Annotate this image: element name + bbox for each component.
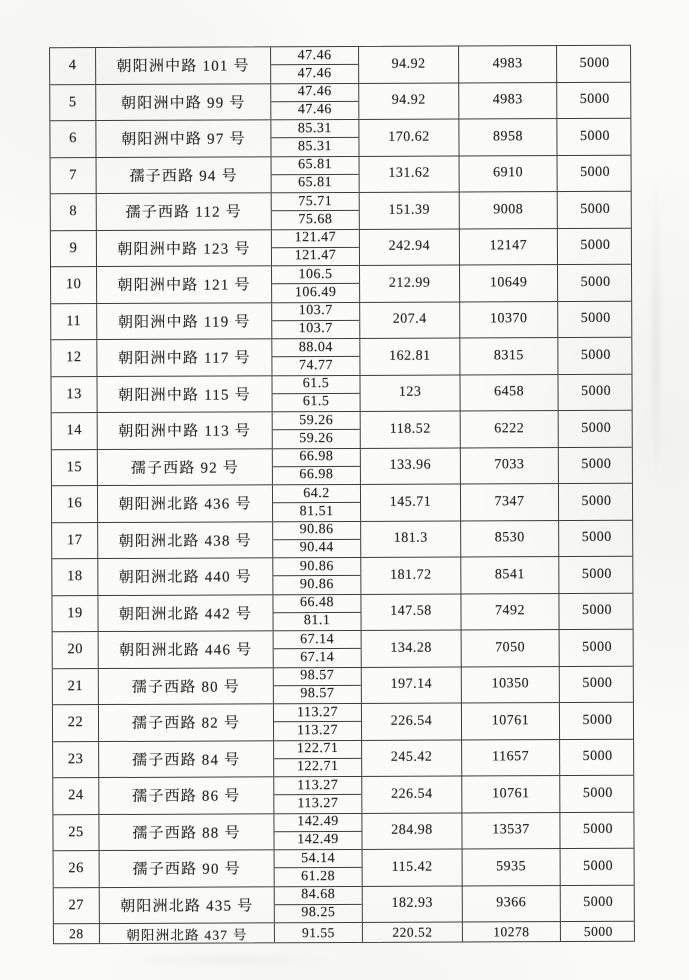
standard-amount-cell: 5000 — [580, 165, 611, 181]
area-total-cell: 207.4 — [360, 302, 460, 338]
row-number-cell: 24 — [53, 778, 99, 814]
scan-smudge — [80, 950, 380, 970]
row-number-cell: 9 — [51, 231, 97, 267]
address-cell: 孺子西路 112 号 — [97, 193, 272, 229]
area-pair-cell — [272, 193, 360, 229]
row-number-cell: 15 — [52, 450, 98, 486]
area-total-cell: 151.39 — [360, 192, 460, 228]
table-row — [51, 338, 631, 377]
standard-amount-cell: 5000 — [582, 822, 613, 838]
area-pair-cell — [275, 923, 363, 942]
amount-cell: 10649 — [460, 265, 558, 301]
area-pair-cell — [271, 83, 359, 119]
amount-cell: 10370 — [460, 302, 558, 338]
table-row — [53, 739, 633, 778]
row-number-cell: 25 — [53, 815, 99, 851]
table-row — [51, 228, 631, 267]
row-number-cell: 23 — [53, 742, 99, 778]
standard-amount-cell: 5000 — [581, 384, 612, 400]
standard-amount-cell: 5000 — [582, 676, 613, 692]
table-row — [51, 155, 631, 194]
area-total-cell: 226.54 — [362, 703, 462, 739]
amount-cell: 8958 — [459, 119, 557, 155]
standard-amount-cell: 5000 — [580, 274, 611, 290]
area-value-bottom: 81.1 — [303, 613, 331, 629]
area-value-bottom: 103.7 — [298, 321, 333, 337]
address-cell: 朝阳洲中路 113 号 — [98, 412, 273, 448]
address-cell: 朝阳洲中路 119 号 — [97, 303, 272, 339]
area-value-bottom: 47.46 — [297, 65, 332, 82]
address-cell: 朝阳洲中路 123 号 — [97, 230, 272, 266]
amount-cell: 13537 — [462, 813, 560, 849]
area-value-bottom: 65.81 — [298, 175, 333, 191]
standard-amount-cell: 5000 — [580, 201, 611, 217]
address-cell: 孺子西路 80 号 — [99, 668, 274, 704]
table-row — [51, 301, 631, 340]
table-row — [51, 192, 631, 231]
standard-amount-cell: 5000 — [582, 639, 613, 655]
area-pair-cell — [272, 156, 360, 192]
standard-amount-cell: 5000 — [582, 785, 613, 801]
area-value-top: 65.81 — [272, 156, 359, 175]
amount-cell: 10278 — [463, 922, 561, 941]
area-value-top: 75.71 — [272, 193, 359, 212]
area-pair-cell — [274, 667, 362, 703]
row-number-cell: 18 — [52, 559, 98, 595]
area-value-top: 90.86 — [273, 521, 360, 540]
area-value-top: 47.46 — [271, 47, 358, 66]
area-total-cell: 245.42 — [362, 740, 462, 776]
table-row — [50, 82, 630, 121]
area-value-bottom: 59.26 — [299, 430, 334, 447]
area-value-bottom: 113.27 — [296, 722, 339, 739]
standard-amount-cell: 5000 — [581, 420, 612, 436]
area-value-bottom: 90.86 — [299, 576, 334, 593]
standard-amount-cell: 5000 — [579, 55, 610, 71]
area-value-top: 66.48 — [273, 594, 360, 613]
row-number-cell: 16 — [52, 486, 98, 522]
area-total-cell: 133.96 — [361, 448, 461, 484]
area-total-cell: 162.81 — [360, 338, 460, 374]
standard-amount-cell: 5000 — [579, 128, 610, 144]
area-pair-cell — [273, 448, 361, 484]
standard-amount-cell: 5000 — [580, 238, 611, 254]
area-total-cell: 170.62 — [359, 119, 459, 155]
standard-amount-cell: 5000 — [583, 923, 613, 939]
table-row — [53, 666, 633, 705]
row-number-cell: 28 — [54, 924, 100, 943]
area-pair-cell — [274, 704, 362, 740]
amount-cell: 6458 — [460, 375, 558, 411]
table-row — [53, 630, 633, 669]
address-cell: 朝阳洲北路 437 号 — [100, 923, 275, 943]
area-total-cell: 115.42 — [363, 849, 463, 885]
area-pair-cell — [272, 266, 360, 302]
area-value-top: 67.14 — [274, 631, 361, 650]
area-pair-cell — [272, 339, 360, 375]
address-cell: 朝阳洲北路 436 号 — [98, 485, 273, 521]
area-value-bottom: 47.46 — [297, 102, 332, 118]
address-cell: 孺子西路 86 号 — [99, 777, 274, 813]
standard-amount-cell: 5000 — [581, 530, 612, 546]
standard-amount-cell: 5000 — [581, 603, 613, 619]
area-value-top: 91.55 — [301, 924, 335, 940]
table-row — [52, 484, 632, 523]
address-cell: 朝阳洲北路 440 号 — [98, 558, 273, 594]
row-number-cell: 10 — [51, 267, 97, 303]
area-total-cell: 284.98 — [362, 813, 462, 849]
amount-cell: 9366 — [463, 886, 561, 922]
amount-cell: 11657 — [462, 740, 560, 776]
table-row — [52, 411, 632, 450]
area-value-bottom: 106.49 — [294, 284, 337, 301]
area-value-bottom: 74.77 — [298, 357, 333, 374]
area-value-bottom: 113.27 — [297, 795, 339, 812]
address-cell: 孺子西路 92 号 — [98, 449, 273, 485]
area-value-bottom: 75.68 — [298, 211, 333, 228]
amount-cell: 12147 — [460, 229, 558, 265]
table-row — [53, 812, 633, 851]
area-value-bottom: 85.31 — [297, 138, 333, 155]
area-value-top: 64.2 — [273, 485, 360, 504]
table-row — [52, 557, 632, 596]
row-number-cell: 8 — [51, 194, 97, 230]
area-total-cell: 147.58 — [361, 594, 461, 630]
area-value-top: 121.47 — [272, 229, 359, 248]
address-cell: 朝阳洲中路 121 号 — [97, 266, 272, 302]
area-pair-cell — [272, 229, 360, 265]
row-number-cell: 4 — [50, 48, 96, 84]
row-number-cell: 17 — [52, 523, 98, 559]
scan-smudge — [648, 120, 664, 540]
address-cell: 朝阳洲北路 446 号 — [99, 631, 274, 667]
area-total-cell: 212.99 — [360, 265, 460, 301]
area-value-bottom: 98.25 — [301, 905, 336, 921]
area-value-bottom: 90.44 — [299, 540, 334, 556]
area-total-cell: 220.52 — [363, 922, 463, 941]
table-row — [54, 849, 634, 888]
row-number-cell: 6 — [50, 121, 96, 157]
amount-cell: 4983 — [459, 46, 557, 82]
address-cell: 孺子西路 88 号 — [99, 814, 274, 850]
address-cell: 朝阳洲中路 115 号 — [97, 376, 272, 412]
address-cell: 孺子西路 84 号 — [99, 741, 274, 777]
row-number-cell: 20 — [53, 632, 99, 668]
table-row — [50, 46, 630, 85]
amount-cell: 7050 — [462, 630, 560, 666]
area-value-top: 47.46 — [271, 83, 358, 102]
area-total-cell: 181.72 — [361, 557, 461, 593]
area-total-cell: 94.92 — [359, 83, 459, 119]
address-cell: 孺子西路 94 号 — [97, 157, 272, 193]
amount-cell: 7492 — [461, 594, 559, 630]
table-row — [51, 374, 631, 413]
row-number-cell: 12 — [51, 340, 97, 376]
table-row — [50, 119, 630, 158]
area-pair-cell — [273, 521, 361, 557]
amount-cell: 5935 — [463, 849, 561, 885]
row-number-cell: 5 — [50, 85, 96, 121]
table-row — [53, 776, 633, 815]
address-cell: 朝阳洲中路 97 号 — [96, 120, 271, 156]
area-value-top: 88.04 — [272, 339, 359, 358]
area-total-cell: 134.28 — [362, 630, 462, 666]
area-pair-cell — [275, 886, 363, 922]
area-value-top: 106.5 — [272, 266, 359, 285]
standard-amount-cell: 5000 — [582, 749, 613, 765]
area-value-top: 66.98 — [273, 448, 360, 467]
standard-amount-cell: 5000 — [581, 566, 612, 582]
area-pair-cell — [273, 594, 361, 630]
area-value-bottom: 142.49 — [297, 832, 339, 848]
amount-cell: 7033 — [461, 448, 559, 484]
area-total-cell: 182.93 — [363, 886, 463, 922]
area-value-top: 54.14 — [275, 850, 362, 869]
amount-cell: 6222 — [461, 411, 559, 447]
standard-amount-cell: 5000 — [579, 92, 610, 108]
area-value-top: 90.86 — [273, 558, 360, 577]
area-pair-cell — [275, 850, 363, 886]
table-row — [51, 265, 631, 304]
area-total-cell: 94.92 — [359, 46, 459, 82]
table-row — [53, 703, 633, 742]
area-total-cell: 181.3 — [361, 521, 461, 557]
area-value-bottom: 122.71 — [296, 759, 339, 775]
area-pair-cell — [273, 412, 361, 448]
table-row — [52, 447, 632, 486]
area-value-top: 113.27 — [274, 704, 361, 723]
row-number-cell: 11 — [51, 304, 97, 340]
data-table — [49, 45, 635, 945]
area-value-bottom: 67.14 — [300, 649, 335, 666]
area-value-bottom: 66.98 — [299, 467, 334, 483]
area-total-cell: 123 — [360, 375, 460, 411]
area-value-top: 103.7 — [272, 302, 359, 321]
amount-cell: 8315 — [460, 338, 558, 374]
address-cell: 孺子西路 82 号 — [99, 704, 274, 740]
row-number-cell: 26 — [54, 851, 100, 887]
row-number-cell: 13 — [51, 377, 97, 413]
standard-amount-cell: 5000 — [583, 858, 614, 874]
amount-cell: 7347 — [461, 484, 559, 520]
address-cell: 朝阳洲中路 101 号 — [96, 47, 271, 83]
area-value-bottom: 81.51 — [299, 503, 334, 520]
row-number-cell: 7 — [51, 158, 97, 194]
area-value-top: 84.68 — [275, 886, 362, 905]
standard-amount-cell: 5000 — [580, 311, 611, 327]
area-pair-cell — [272, 375, 360, 411]
address-cell: 孺子西路 90 号 — [100, 850, 275, 886]
row-number-cell: 14 — [52, 413, 98, 449]
area-pair-cell — [274, 813, 362, 849]
area-value-top: 113.27 — [274, 777, 361, 796]
amount-cell: 10761 — [462, 703, 560, 739]
area-total-cell: 242.94 — [360, 229, 460, 265]
row-number-cell: 22 — [53, 705, 99, 741]
area-total-cell: 226.54 — [362, 776, 462, 812]
standard-amount-cell: 5000 — [581, 457, 612, 473]
area-value-bottom: 61.5 — [302, 394, 330, 410]
area-total-cell: 118.52 — [361, 411, 461, 447]
area-value-bottom: 61.28 — [301, 868, 336, 885]
amount-cell: 8541 — [461, 557, 559, 593]
area-value-top: 59.26 — [273, 412, 360, 431]
amount-cell: 10761 — [462, 776, 560, 812]
amount-cell: 4983 — [459, 83, 557, 119]
area-value-bottom: 121.47 — [294, 248, 337, 264]
area-total-cell: 131.62 — [360, 156, 460, 192]
area-value-top: 85.31 — [271, 120, 358, 139]
area-value-top: 142.49 — [274, 813, 361, 832]
amount-cell: 8530 — [461, 521, 559, 557]
area-total-cell: 197.14 — [362, 667, 462, 703]
row-number-cell: 21 — [53, 669, 99, 705]
area-pair-cell — [273, 558, 361, 594]
area-pair-cell — [274, 631, 362, 667]
table-row — [54, 922, 634, 944]
amount-cell: 9008 — [460, 192, 558, 228]
address-cell: 朝阳洲北路 442 号 — [98, 595, 273, 631]
row-number-cell: 27 — [54, 888, 100, 924]
area-value-bottom: 98.57 — [300, 686, 335, 702]
amount-cell: 10350 — [462, 667, 560, 703]
address-cell: 朝阳洲北路 438 号 — [98, 522, 273, 558]
table-row — [52, 593, 632, 632]
standard-amount-cell: 5000 — [580, 347, 611, 363]
area-pair-cell — [271, 47, 359, 83]
area-value-top: 122.71 — [274, 740, 361, 759]
area-pair-cell — [272, 302, 360, 338]
row-number-cell: 19 — [52, 596, 98, 632]
area-pair-cell — [271, 120, 359, 156]
standard-amount-cell: 5000 — [583, 895, 614, 911]
table-row — [54, 885, 634, 924]
address-cell: 朝阳洲北路 435 号 — [100, 887, 275, 923]
address-cell: 朝阳洲中路 99 号 — [96, 84, 271, 120]
amount-cell: 6910 — [460, 156, 558, 192]
area-pair-cell — [273, 485, 361, 521]
area-total-cell: 145.71 — [361, 484, 461, 520]
table-row — [52, 520, 632, 559]
area-pair-cell — [274, 740, 362, 776]
standard-amount-cell: 5000 — [582, 712, 613, 728]
address-cell: 朝阳洲中路 117 号 — [97, 339, 272, 375]
area-value-top: 98.57 — [274, 667, 361, 686]
area-value-top: 61.5 — [272, 375, 359, 394]
area-pair-cell — [274, 777, 362, 813]
standard-amount-cell: 5000 — [581, 493, 612, 509]
